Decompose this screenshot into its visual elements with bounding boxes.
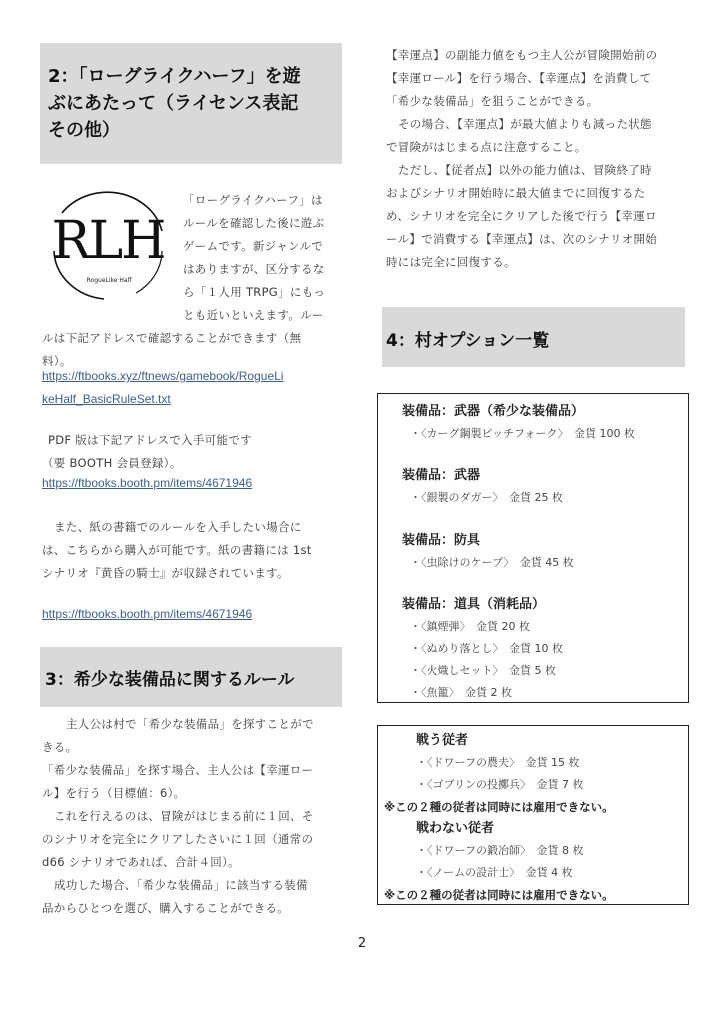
follower-item: ・〈ドワーフの農夫〉 金貨 15 枚 <box>416 756 580 769</box>
equip-item: ・〈魚籠〉 金貨 2 枚 <box>410 686 512 699</box>
s3-line: これを行えるのは、冒険がはじまる前に１回、そ <box>54 809 314 823</box>
right-col-body <box>386 44 686 274</box>
rc-line: ール】で消費する【幸運点】は、次のシナリオ開始 <box>386 232 658 246</box>
s3-line: 品からひとつを選び、購入することができる。 <box>42 901 290 915</box>
s3-line: 成功した場合、「希少な装備品」に該当する装備 <box>54 878 308 892</box>
paper-line2: は、こちらから購入が可能です。紙の書籍には 1st <box>42 543 312 557</box>
rule-url-line1[interactable]: https://ftbooks.xyz/ftnews/gamebook/RogueLi <box>42 369 284 383</box>
page-number: 2 <box>357 936 367 951</box>
rc-line: 【幸運ロール】を行う場合、【幸運点】を消費して <box>386 71 652 85</box>
s3-line: きる。 <box>42 740 78 754</box>
s3-line: d66 シナリオであれば、合計４回）。 <box>42 855 240 869</box>
follower-item: ・〈ゴブリンの投擲兵〉 金貨 7 枚 <box>416 778 584 791</box>
booth-paper-link[interactable]: https://ftbooks.booth.pm/items/4671946 <box>42 607 253 621</box>
section2-heading-line3: その他） <box>48 120 120 141</box>
equipment-box <box>377 393 689 703</box>
pdf-text <box>42 429 348 475</box>
pdf-line1: PDF 版は下記アドレスで入手可能です <box>48 433 252 447</box>
intro-line: ルは下記アドレスで確認することができます（無 <box>42 331 302 345</box>
booth-pdf-link[interactable]: https://ftbooks.booth.pm/items/4671946 <box>42 476 253 490</box>
fighting-followers-title: 戦う従者 <box>416 733 469 748</box>
section2-intro <box>183 189 343 327</box>
follower-item: ・〈ノームの設計士〉 金貨 4 枚 <box>416 866 573 879</box>
s3-line: ル】を行う（目標値：6）。 <box>42 786 186 800</box>
rlh-logo <box>44 191 168 303</box>
rule-url-line2[interactable]: keHalf_BasicRuleSet.txt <box>42 392 171 406</box>
rc-line: およびシナリオ開始時に最大値までに回復するた <box>386 186 646 200</box>
equip-group-title: 装備品：武器 <box>402 468 481 483</box>
intro-line: ゲームです。新ジャンルで <box>183 239 324 253</box>
rlh-logo-subtext: RogueLike·Half <box>86 277 132 284</box>
s3-line: のシナリオを完全にクリアしたさいに１回（通常の <box>42 832 314 846</box>
rc-line: 時には完全に回復する。 <box>386 255 516 269</box>
equip-group-title: 装備品：防具 <box>402 533 481 548</box>
rc-line: ただし、【従者点】以外の能力値は、冒険終了時 <box>398 163 652 177</box>
section4-heading: 4：村オプション一覧 <box>382 307 685 367</box>
intro-line: とも近いといえます。ルー <box>183 308 324 322</box>
paper-line1: また、紙の書籍でのルールを入手したい場合に <box>54 520 302 534</box>
equip-item: ・〈ぬめり落とし〉 金貨 10 枚 <box>410 642 563 655</box>
rc-line: め、シナリオを完全にクリアした後で行う【幸運ロ <box>386 209 657 223</box>
rlh-logo-text: RLH <box>51 211 165 271</box>
equip-item: ・〈鎮煙弾〉 金貨 20 枚 <box>410 620 530 633</box>
nonfighting-followers-title: 戦わない従者 <box>416 821 495 836</box>
equip-item: ・〈火熾しセット〉 金貨 5 枚 <box>410 664 556 677</box>
rc-line: 【幸運点】の副能力値をもつ主人公が冒険開始前の <box>386 48 658 62</box>
section3-body <box>42 713 342 920</box>
pdf-line2: （要 BOOTH 会員登録）。 <box>42 456 182 470</box>
rc-line: で冒険がはじまる点に注意すること。 <box>386 140 587 154</box>
intro-line: ら「１人用 TRPG」にもっ <box>183 285 326 299</box>
intro-line: 「ローグライクハーフ」は <box>183 193 323 207</box>
rc-line: 「希少な装備品」を狙うことができる。 <box>386 94 599 108</box>
section2-heading-line2: ぶにあたって（ライセンス表記 <box>48 93 299 114</box>
equip-group-title: 装備品：武器（希少な装備品） <box>402 404 585 419</box>
equip-item: ・〈銀製のダガー〉 金貨 25 枚 <box>410 491 563 504</box>
section2-heading <box>40 43 342 164</box>
intro-line: 料）。 <box>42 354 72 368</box>
equip-group-title: 装備品：道具（消耗品） <box>402 597 546 612</box>
rule-url-link[interactable] <box>42 365 342 411</box>
section3-heading: 3：希少な装備品に関するルール <box>40 647 342 707</box>
s3-line: 「希少な装備品」を探す場合、主人公は【幸運ロー <box>42 763 314 777</box>
follower-note: ※この２種の従者は同時には雇用できない。 <box>384 888 614 902</box>
follower-note: ※この２種の従者は同時には雇用できない。 <box>384 800 614 814</box>
rc-line: その場合、【幸運点】が最大値よりも減った状態 <box>398 117 652 131</box>
followers-box <box>377 725 689 905</box>
s3-line: 主人公は村で「希少な装備品」を探すことがで <box>66 717 314 731</box>
paper-line3: シナリオ『黄昏の騎士』が収録されています。 <box>42 566 289 580</box>
follower-item: ・〈ドワーフの鍛冶師〉 金貨 8 枚 <box>416 844 584 857</box>
section2-heading-line1: 2：「ローグライクハーフ」を遊 <box>48 66 301 87</box>
equip-item: ・〈虫除けのケープ〉 金貨 45 枚 <box>410 556 574 569</box>
intro-line: ルールを確認した後に遊ぶ <box>183 216 325 230</box>
intro-line: はありますが、区分するな <box>183 262 325 276</box>
equip-item: ・〈カーグ鋼製ピッチフォーク〉 金貨 100 枚 <box>410 427 635 440</box>
paper-text <box>42 516 342 585</box>
